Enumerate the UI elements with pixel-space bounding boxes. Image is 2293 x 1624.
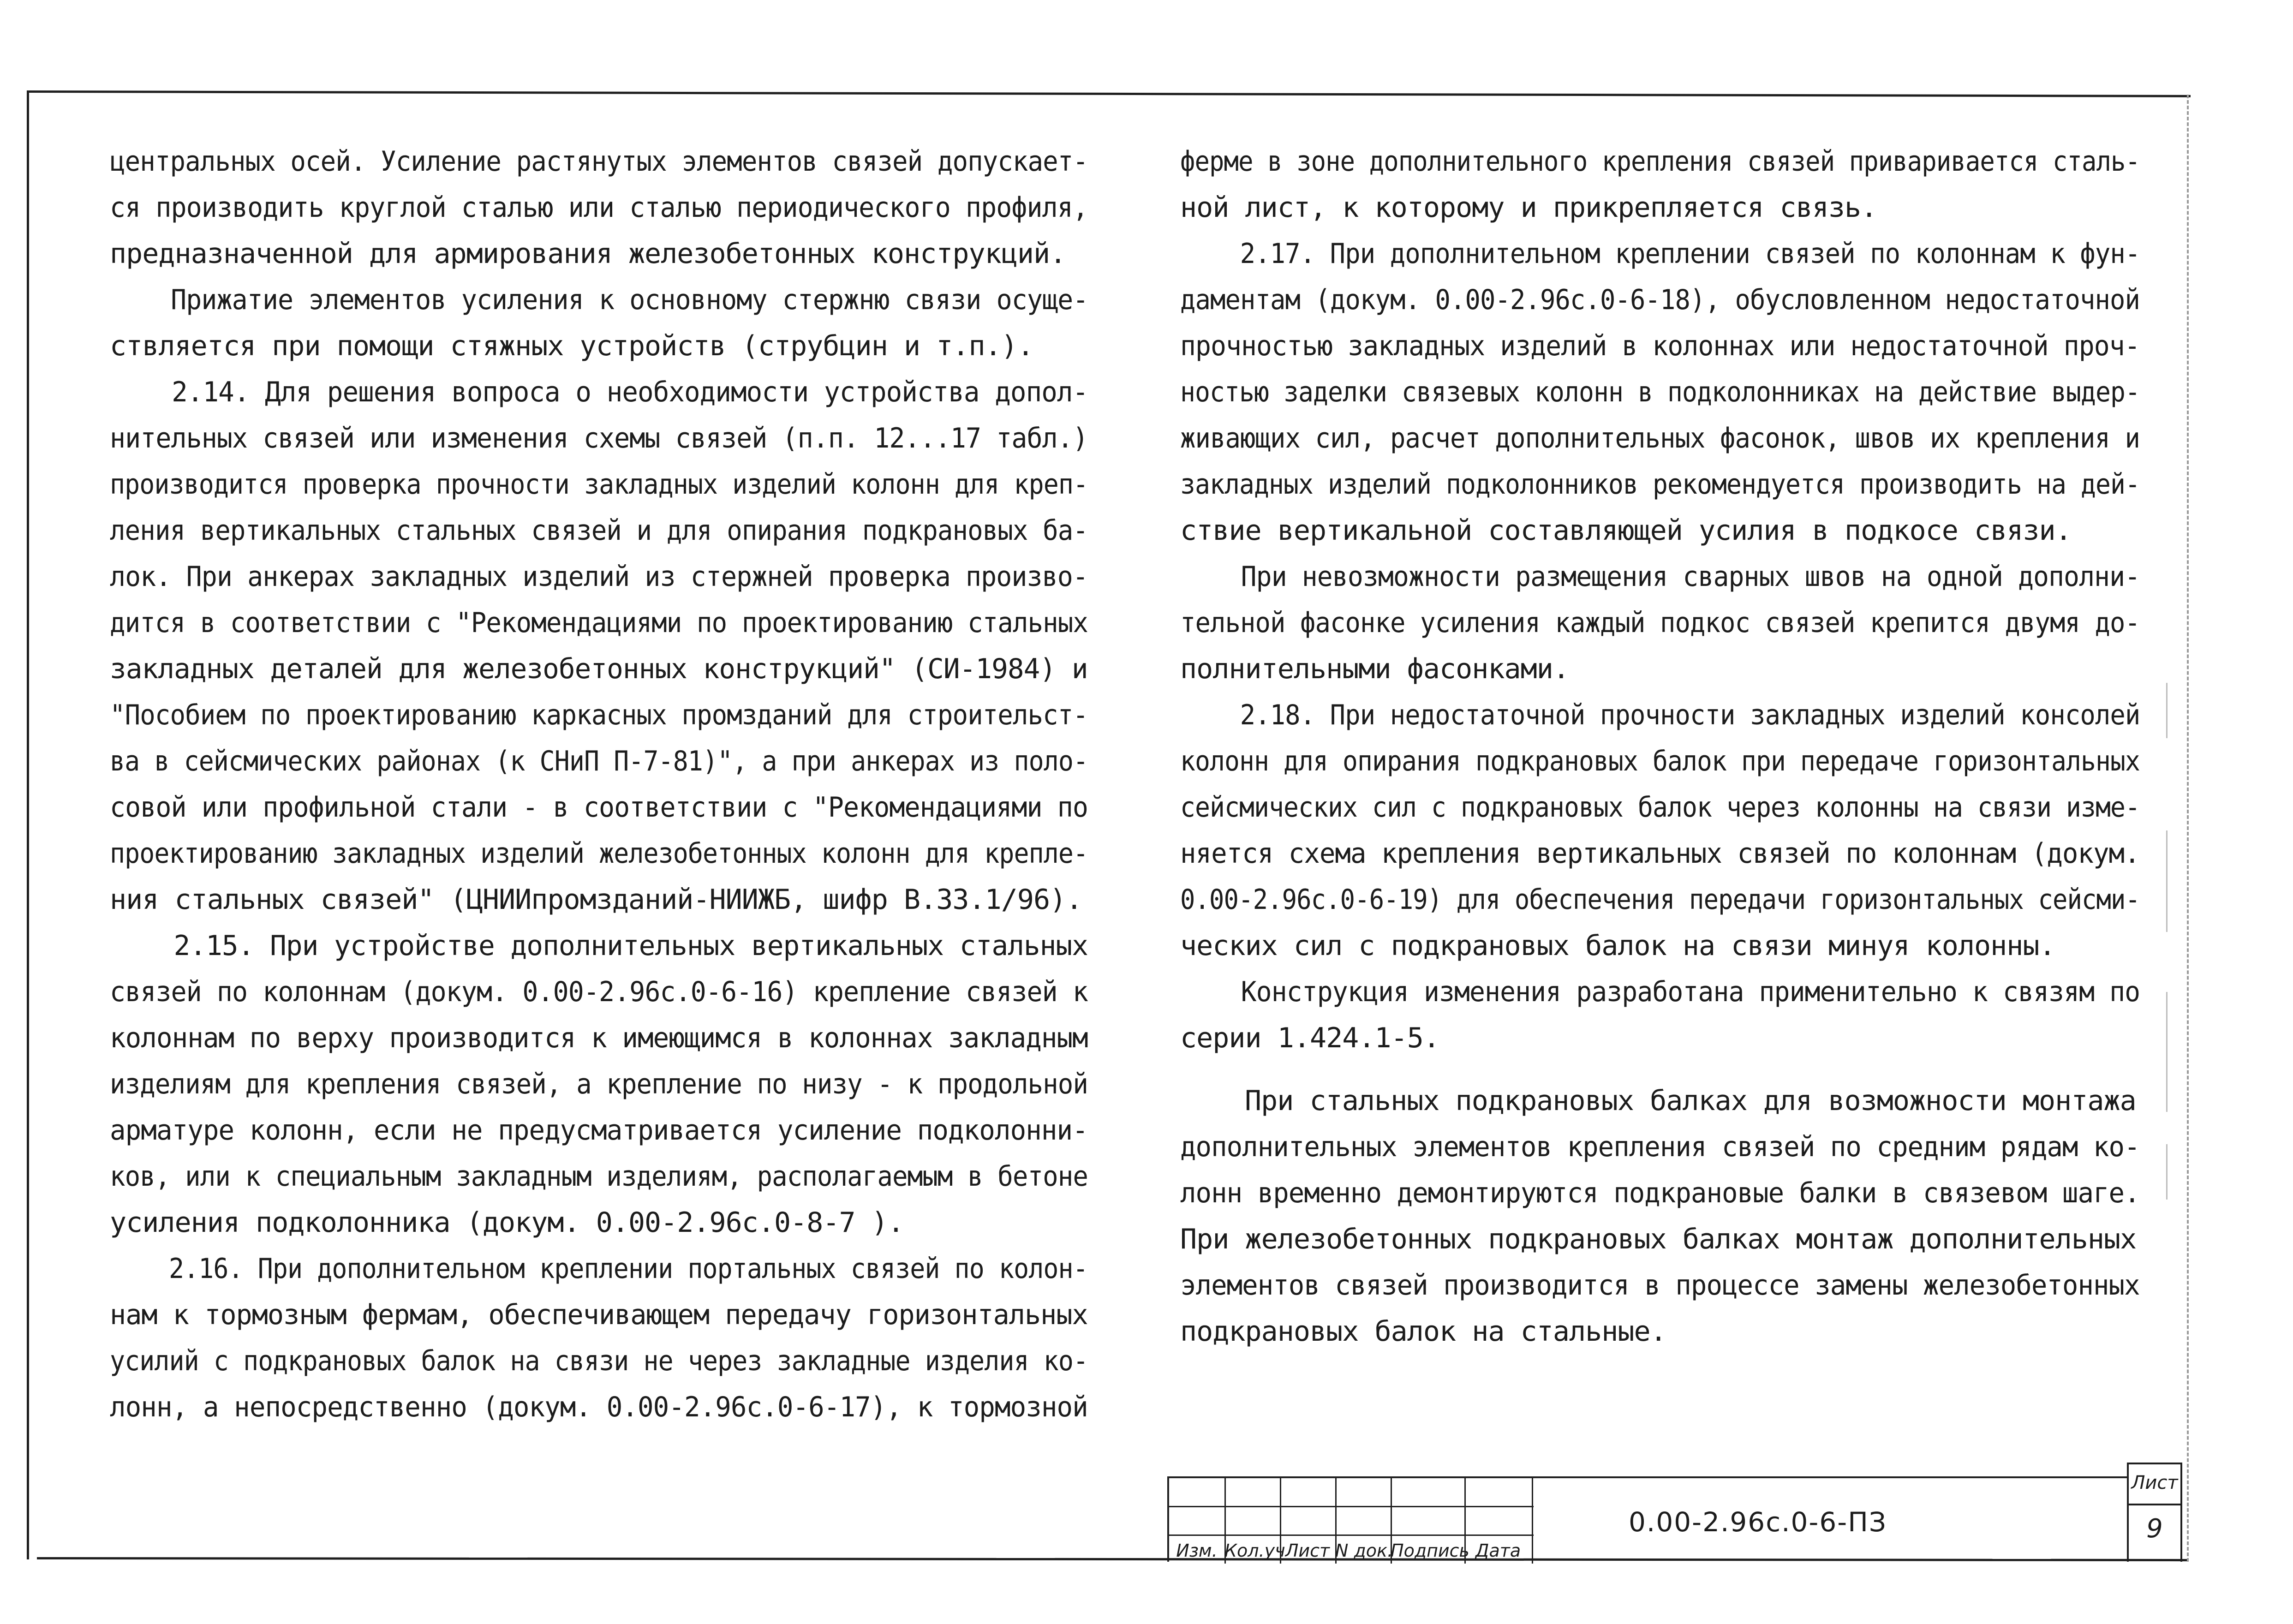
text-line: колоннам по верху производится к имеющимся в колоннах закладным <box>110 1022 1088 1054</box>
text-line: ствляется при помощи стяжных устройств (струбцин и т.п.). <box>110 330 1034 362</box>
text-line: нительных связей или изменения схемы связей (п.п. 12...17 табл.) <box>110 422 1088 454</box>
sheet-box-divider <box>2129 1504 2180 1505</box>
note-line: лонн временно демонтируются подкрановые балки в связевом шаге. <box>1180 1177 2140 1209</box>
column-label-document-number: N док. <box>1335 1540 1393 1561</box>
text-line: нам к тормозным фермам, обеспечивающем передачу горизонтальных <box>110 1299 1088 1331</box>
sheet-frame-right <box>2187 95 2189 1562</box>
text-line: тельной фасонке усиления каждый подкос связей крепится двумя до- <box>1180 607 2140 639</box>
revision-table <box>1167 1476 1532 1562</box>
document-code: 0.00-2.96с.0-6-ПЗ <box>1629 1506 1887 1538</box>
text-line: ва в сейсмических районах (к СНиП П-7-81)", а при анкерах из поло- <box>110 745 1088 777</box>
text-line: закладных деталей для железобетонных конструкций" (СИ-1984) и <box>110 653 1088 685</box>
text-line: усиления подколонника (докум. 0.00-2.96с.0-8-7 ). <box>110 1206 904 1239</box>
text-line: серии 1.424.1-5. <box>1180 1022 1439 1054</box>
text-line: арматуре колонн, если не предусматривается усиление подколонни- <box>110 1114 1088 1146</box>
text-line: живающих сил, расчет дополнительных фасонок, швов их крепления и <box>1180 422 2140 454</box>
text-line: ствие вертикальной составляющей усилия в подкосе связи. <box>1180 514 2072 547</box>
text-line: ностью заделки связевых колонн в подколонниках на действие выдер- <box>1180 376 2140 408</box>
column-label-signature: Подпись <box>1391 1540 1469 1561</box>
column-label-change: Изм. <box>1176 1540 1218 1561</box>
sheet-frame-top <box>27 90 2191 97</box>
column-label-date: Дата <box>1475 1540 1521 1561</box>
text-line: ся производить круглой сталью или сталью периодического профиля, <box>110 191 1088 224</box>
paragraph-first-line: При невозможности размещения сварных швов на одной дополни- <box>1241 561 2140 593</box>
text-line: ной лист, к которому и прикрепляется связь. <box>1180 191 1877 224</box>
text-line: ния стальных связей" (ЦНИИпромзданий-НИИЖБ, шифр В.33.1/96). <box>110 884 1082 916</box>
text-line: ческих сил с подкрановых балок на связи минуя колонны. <box>1180 930 2055 962</box>
paragraph-first-line: Конструкция изменения разработана применительно к связям по <box>1241 976 2140 1008</box>
text-line: даментам (докум. 0.00-2.96с.0-6-18), обусловленном недостаточной <box>1180 284 2140 316</box>
text-line: усилий с подкрановых балок на связи не через закладные изделия ко- <box>110 1345 1088 1377</box>
text-line: ков, или к специальным закладным изделиям, располагаемым в бетоне <box>110 1160 1088 1193</box>
section-2-18-heading-line: 2.18. При недостаточной прочности закладных изделий консолей <box>1240 699 2140 731</box>
column-label-quantity: Кол.уч <box>1224 1540 1285 1561</box>
note-first-line: При стальных подкрановых балках для возможности монтажа <box>1245 1085 2136 1117</box>
mounting-note <box>1180 1078 2140 1355</box>
text-line: центральных осей. Усиление растянутых элементов связей допускает- <box>110 145 1088 178</box>
section-2-15-heading-line: 2.15. При устройстве дополнительных вертикальных стальных <box>173 930 1088 962</box>
section-2-16-heading-line: 2.16. При дополнительном креплении портальных связей по колон- <box>169 1253 1088 1285</box>
text-line: изделиям для крепления связей, а крепление по низу - к продольной <box>110 1068 1088 1100</box>
left-text-column <box>110 138 1088 1430</box>
text-line: закладных изделий подколонников рекомендуется производить на дей- <box>1180 468 2140 501</box>
note-line: подкрановых балок на стальные. <box>1180 1315 1666 1348</box>
sheet-frame-left <box>27 92 29 1559</box>
text-line: дится в соответствии с "Рекомендациями по проектированию стальных <box>110 607 1088 639</box>
revision-row-divider <box>1169 1506 1534 1507</box>
paragraph-first-line: Прижатие элементов усиления к основному стержню связи осуще- <box>171 284 1088 316</box>
scan-mark <box>2166 1144 2168 1200</box>
text-line: сейсмических сил с подкрановых балок через колонны на связи изме- <box>1180 791 2140 824</box>
text-line: няется схема крепления вертикальных связей по колоннам (докум. <box>1180 837 2140 870</box>
text-line: производится проверка прочности закладных изделий колонн для креп- <box>110 468 1088 501</box>
note-line: При железобетонных подкрановых балках монтаж дополнительных <box>1180 1223 2137 1255</box>
scan-mark <box>2166 683 2168 738</box>
title-block-main-field <box>1532 1476 2127 1562</box>
text-line: предназначенной для армирования железобетонных конструкций. <box>110 238 1066 270</box>
sheet-number-box <box>2127 1463 2182 1562</box>
right-text-column <box>1180 138 2140 1061</box>
section-2-14-heading-line: 2.14. Для решения вопроса о необходимости устройства допол- <box>172 376 1088 408</box>
text-line: ления вертикальных стальных связей и для опирания подкрановых ба- <box>110 514 1088 547</box>
scan-mark <box>2166 830 2168 932</box>
text-line: колонн для опирания подкрановых балок при передаче горизонтальных <box>1180 745 2140 777</box>
note-line: элементов связей производится в процессе замены железобетонных <box>1180 1269 2140 1302</box>
revision-row-divider <box>1169 1534 1534 1536</box>
text-line: совой или профильной стали - в соответствии с "Рекомендациями по <box>110 791 1088 824</box>
section-2-17-heading-line: 2.17. При дополнительном креплении связей по колоннам к фун- <box>1240 238 2140 270</box>
text-line: прочностью закладных изделий в колоннах или недостаточной проч- <box>1180 330 2140 362</box>
text-line: 0.00-2.96с.0-6-19) для обеспечения передачи горизонтальных сейсми- <box>1180 884 2140 916</box>
column-label-sheet: Лист <box>1285 1540 1330 1561</box>
text-line: проектированию закладных изделий железобетонных колонн для крепле- <box>110 837 1088 870</box>
text-line: лок. При анкерах закладных изделий из стержней проверка произво- <box>110 561 1088 593</box>
text-line: ферме в зоне дополнительного крепления связей приваривается сталь- <box>1180 145 2140 178</box>
text-line: связей по колоннам (докум. 0.00-2.96с.0-6-16) крепление связей к <box>110 976 1088 1008</box>
text-line: полнительными фасонками. <box>1180 653 1569 685</box>
text-line: "Пособием по проектированию каркасных промзданий для строительст- <box>110 699 1088 731</box>
sheet-label: Лист <box>2131 1472 2178 1493</box>
sheet-number: 9 <box>2146 1514 2163 1544</box>
note-line: дополнительных элементов крепления связей по средним рядам ко- <box>1180 1131 2140 1163</box>
title-block <box>1167 1472 2182 1562</box>
scan-mark <box>2166 992 2168 1112</box>
text-line: лонн, а непосредственно (докум. 0.00-2.96с.0-6-17), к тормозной <box>110 1391 1088 1423</box>
